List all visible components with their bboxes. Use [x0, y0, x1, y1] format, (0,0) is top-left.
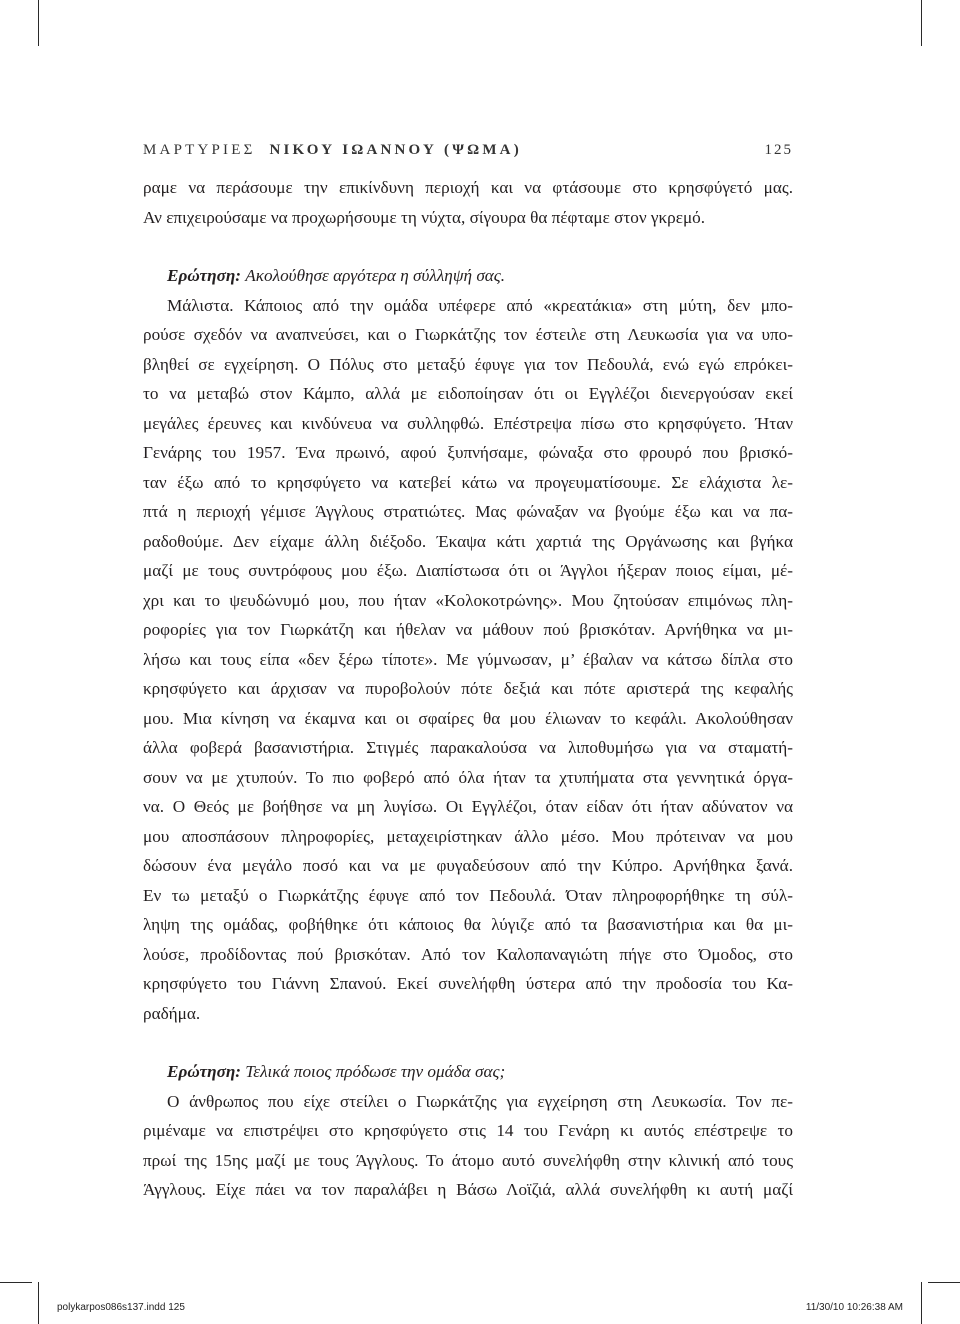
slug-timestamp: 11/30/10 10:26:38 AM	[805, 1302, 903, 1313]
question-label: Ερώτηση:	[167, 266, 241, 285]
crop-mark-bottom-left-horizontal	[0, 1282, 32, 1283]
crop-mark-bottom-left-vertical	[38, 1282, 39, 1324]
text-line: κρησφύγετο του Γιάννη Σπανού. Εκεί συνελήφθη ύστερα από την προδοσία του Κα-	[143, 974, 793, 993]
text-line: ραμε να περάσουμε την επικίνδυνη περιοχή και να φτάσουμε στο κρησφύγετό μας.	[143, 178, 793, 197]
body-text	[143, 173, 793, 1205]
text-line: ραδήμα.	[143, 1003, 201, 1023]
text-line: μου αποσπάσουν πληροφορίες, μεταχειρίστηκαν άλλο μέσο. Μου πρότειναν να μου	[143, 826, 793, 846]
text-line: Εν τω μεταξύ ο Γιωρκάτζης έφυγε από τον Πεδουλά. Όταν πληροφορήθηκε τη σύλ-	[143, 885, 793, 905]
crop-mark-bottom-right-horizontal	[928, 1282, 960, 1283]
running-header	[143, 142, 793, 164]
text-line: ληψη της ομάδας, φοβήθηκε ότι κάποιος θα λύγιζε από τα βασανιστήρια και θα μι-	[143, 915, 793, 934]
page-number: 125	[764, 142, 793, 158]
crop-mark-bottom-right-vertical	[921, 1282, 922, 1324]
text-line: μεγάλες έρευνες και κινδύνευα να συλληφθώ. Επέστρεψα πίσω στο κρησφύγετο. Ήταν	[143, 413, 793, 433]
text-line: το να μεταβώ στον Κάμπο, αλλά με ειδοποίησαν ότι οι Εγγλέζοι διενεργούσαν εκεί	[143, 384, 793, 403]
text-line: ραδοθούμε. Δεν είχαμε άλλη διέξοδο. Έκαψα κάτι χαρτιά της Οργάνωσης και βγήκα	[143, 531, 793, 551]
text-line: Άγγλους. Είχε πάει να τον παραλάβει η Βάσω Λοϊζιά, αλλά συνελήφθη κι αυτή μαζί	[143, 1180, 793, 1199]
text-line: ρούσε σχεδόν να αναπνεύσει, και ο Γιωρκάτζης τον έστειλε στη Λευκωσία για να υπο-	[143, 325, 793, 344]
text-line: ροφορίες για τον Γιωρκάτζη και ήθελαν να μάθουν πού βρισκόταν. Αρνήθηκα να μι-	[143, 620, 793, 639]
text-line: Μάλιστα. Κάποιος από την ομάδα υπέφερε από «κρεατάκια» στη μύτη, δεν μπο-	[167, 295, 793, 315]
header-label: ΜΑΡΤΥΡΙΕΣ	[143, 142, 256, 158]
text-line: λήσω και τους είπα «δεν ξέρω τίποτε». Με γύμνωσαν, μ’ έβαλαν να κάτσω δίπλα στο	[143, 649, 793, 669]
crop-mark-top-right-vertical	[921, 0, 922, 46]
question-label: Ερώτηση:	[167, 1062, 241, 1081]
text-line: Αν επιχειρούσαμε να προχωρήσουμε τη νύχτα, σίγουρα θα πέφταμε στον γκρεμό.	[143, 207, 706, 227]
header-name: ΝΙΚΟΥ ΙΩΑΝΝΟΥ (ΨΩΜΑ)	[269, 142, 522, 158]
text-line: πρωί της 15ης μαζί με τους Άγγλους. Το άτομο αυτό συνελήφθη στην κλινική από τους	[143, 1150, 793, 1170]
text-line: χρι και το ψευδώνυμό μου, που ήταν «Κολοκοτρώνης». Μου ζητούσαν επιμόνως πλη-	[143, 590, 793, 610]
text-line: πτά η περιοχή γέμισε Άγγλους στρατιώτες. Μας φώναξαν να βγούμε έξω και να πα-	[143, 502, 793, 521]
question-text: Ακολούθησε αργότερα η σύλληψή σας.	[245, 266, 506, 285]
text-line: λούσε, προδίδοντας πού βρισκόταν. Από τον Καλοπαναγιώτη πήγε στο Όμοδος, στο	[143, 944, 793, 964]
text-line: άλλα φοβερά βασανιστήρια. Στιγμές παρακαλούσα να λιποθυμήσω για να σταματή-	[143, 738, 793, 757]
question-line	[143, 1057, 793, 1087]
text-line: μαζί με τους συντρόφους μου έξω. Διαπίστωσα ότι οι Άγγλοι ήξεραν ποιος είμαι, μέ-	[143, 561, 793, 580]
text-line: ριμέναμε να επιστρέψει στο κρησφύγετο στις 14 του Γενάρη κι αυτός επέστρεψε το	[143, 1121, 793, 1140]
text-line: δώσουν ένα μεγάλο ποσό και να με φυγαδεύσουν από την Κύπρο. Αρνήθηκα ξανά.	[143, 856, 793, 875]
text-line: Ο άνθρωπος που είχε στείλει ο Γιωρκάτζης για εγχείρηση στη Λευκωσία. Τον πε-	[167, 1091, 793, 1111]
crop-mark-top-left-vertical	[38, 0, 39, 46]
text-line: μου. Μια κίνηση να έκαμνα και οι σφαίρες θα μου έλιωναν το κεφάλι. Ακολούθησαν	[143, 708, 793, 728]
text-line: σουν να με χτυπούν. Το πιο φοβερό από όλα ήταν τα χτυπήματα στα γεννητικά όργα-	[143, 767, 793, 787]
slug-file-name: polykarpos086s137.indd 125	[57, 1302, 185, 1313]
text-line: Γενάρης του 1957. Ένα πρωινό, αφού ξυπνήσαμε, φώναξα στο φρουρό που βρισκό-	[143, 443, 793, 462]
question-text: Τελικά ποιος πρόδωσε την ομάδα σας;	[245, 1062, 506, 1081]
text-line: ταν έξω από το κρησφύγετο να κατεβεί κάτω να προγευματίσουμε. Σε ελάχιστα λε-	[143, 472, 793, 492]
question-line	[143, 261, 793, 291]
text-line: να. Ο Θεός με βοήθησε να μη λυγίσω. Οι Εγγλέζοι, όταν είδαν ότι ήταν αδύνατον να	[143, 797, 793, 816]
text-line: κρησφύγετο και άρχισαν να πυροβολούν πότε δεξιά και πότε αριστερά της κεφαλής	[143, 679, 793, 698]
text-line: βληθεί σε εγχείρηση. Ο Πόλυς στο μεταξύ έφυγε για τον Πεδουλά, ενώ εγώ επρόκει-	[143, 354, 793, 374]
